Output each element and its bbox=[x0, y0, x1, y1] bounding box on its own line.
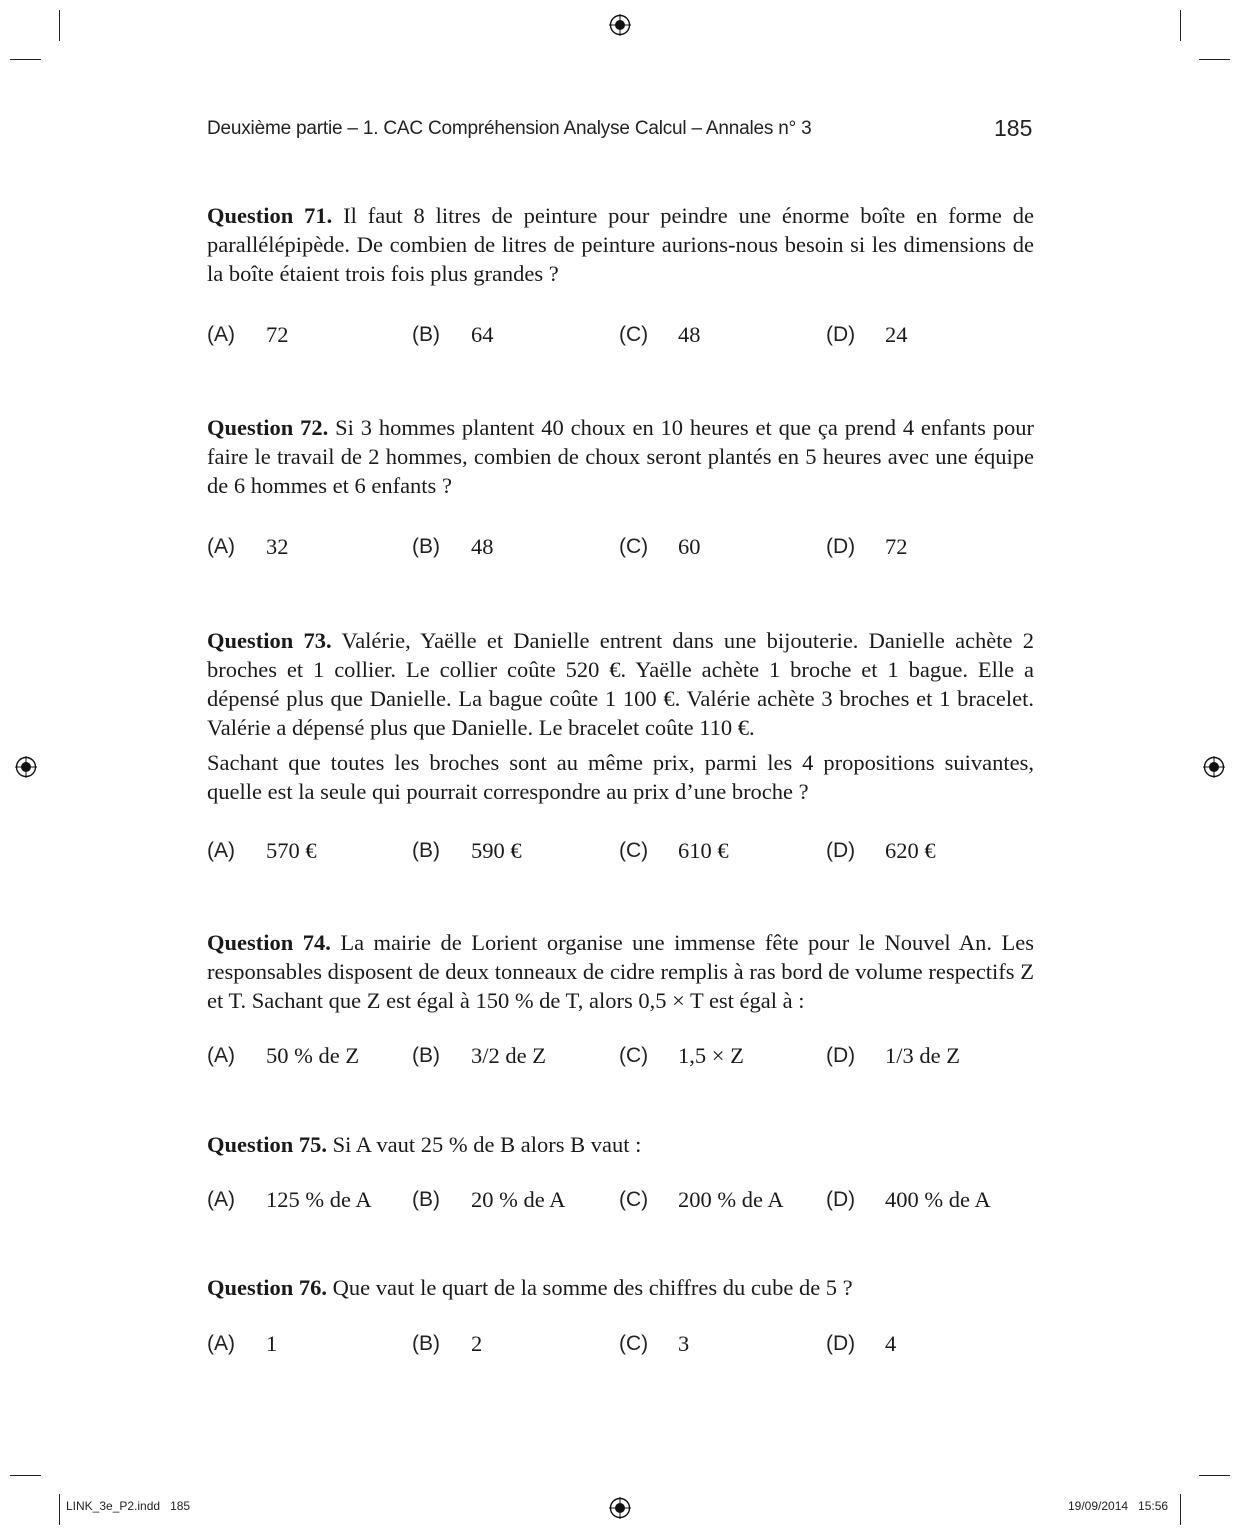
option-value: 400 % de A bbox=[885, 1187, 991, 1212]
option-letter: (C) bbox=[619, 1188, 649, 1211]
crop-mark-bottom-right-horizontal bbox=[1199, 1475, 1230, 1476]
option-value: 590 € bbox=[471, 838, 522, 863]
question-73-options bbox=[207, 838, 1034, 868]
option-letter: (C) bbox=[619, 839, 649, 862]
crop-mark-top-right-vertical bbox=[1180, 10, 1181, 41]
registration-mark-top-icon bbox=[609, 14, 631, 36]
page-number: 185 bbox=[994, 115, 1033, 141]
crop-mark-bottom-left-horizontal bbox=[10, 1475, 41, 1476]
question-74 bbox=[207, 928, 1034, 1015]
option-value: 48 bbox=[678, 322, 701, 347]
option-letter: (B) bbox=[412, 839, 440, 862]
question-label: Question 71. bbox=[207, 203, 333, 228]
option-letter: (C) bbox=[619, 1044, 649, 1067]
option-value: 1,5 × Z bbox=[678, 1043, 744, 1068]
question-label: Question 75. bbox=[207, 1132, 328, 1157]
option-value: 125 % de A bbox=[266, 1187, 372, 1212]
question-label: Question 74. bbox=[207, 930, 331, 955]
question-label: Question 73. bbox=[207, 628, 332, 653]
option-letter: (B) bbox=[412, 1044, 440, 1067]
option-letter: (B) bbox=[412, 323, 440, 346]
option-value: 60 bbox=[678, 534, 701, 559]
question-72-options bbox=[207, 534, 1034, 564]
option-letter: (B) bbox=[412, 1332, 440, 1355]
option-value: 4 bbox=[885, 1331, 897, 1356]
registration-mark-left-icon bbox=[15, 756, 37, 778]
footer-date-slug: 19/09/2014 15:56 bbox=[1068, 1499, 1169, 1513]
question-76 bbox=[207, 1273, 1034, 1302]
option-value: 3/2 de Z bbox=[471, 1043, 546, 1068]
option-value: 32 bbox=[266, 534, 289, 559]
question-73 bbox=[207, 626, 1034, 806]
option-value: 570 € bbox=[266, 838, 317, 863]
option-letter: (C) bbox=[619, 1332, 649, 1355]
crop-mark-top-right-horizontal bbox=[1199, 59, 1230, 60]
option-letter: (B) bbox=[412, 535, 440, 558]
question-75-options bbox=[207, 1187, 1034, 1217]
registration-mark-right-icon bbox=[1203, 756, 1225, 778]
option-letter: (D) bbox=[826, 1332, 856, 1355]
question-71 bbox=[207, 201, 1034, 288]
option-value: 1 bbox=[266, 1331, 278, 1356]
option-letter: (D) bbox=[826, 839, 856, 862]
crop-mark-top-left-horizontal bbox=[10, 59, 41, 60]
option-value: 72 bbox=[885, 534, 908, 559]
question-text: Il faut 8 litres de peinture pour peindre une énorme boîte en forme de parallélépipède. De combien de litres de peinture aurions-nous besoin si les dimensions de la boîte étaient trois fois plus grandes ? bbox=[207, 203, 1034, 286]
question-text: Que vaut le quart de la somme des chiffres du cube de 5 ? bbox=[327, 1275, 853, 1300]
option-value: 200 % de A bbox=[678, 1187, 784, 1212]
option-letter: (D) bbox=[826, 1044, 856, 1067]
option-letter: (A) bbox=[207, 535, 235, 558]
question-72 bbox=[207, 413, 1034, 500]
question-76-options bbox=[207, 1331, 1034, 1361]
option-letter: (D) bbox=[826, 323, 856, 346]
running-head: Deuxième partie – 1. CAC Compréhension Analyse Calcul – Annales n° 3 bbox=[207, 118, 812, 139]
question-text: Si A vaut 25 % de B alors B vaut : bbox=[327, 1132, 642, 1157]
option-letter: (D) bbox=[826, 1188, 856, 1211]
option-value: 64 bbox=[471, 322, 494, 347]
crop-mark-bottom-right-vertical bbox=[1180, 1494, 1181, 1525]
option-value: 20 % de A bbox=[471, 1187, 566, 1212]
option-letter: (C) bbox=[619, 323, 649, 346]
option-value: 2 bbox=[471, 1331, 483, 1356]
option-value: 24 bbox=[885, 322, 908, 347]
option-letter: (A) bbox=[207, 1188, 235, 1211]
option-value: 72 bbox=[266, 322, 289, 347]
question-74-options bbox=[207, 1043, 1034, 1073]
option-letter: (C) bbox=[619, 535, 649, 558]
option-letter: (D) bbox=[826, 535, 856, 558]
question-text-continued: Sachant que toutes les broches sont au même prix, parmi les 4 propositions suivantes, quelle est la seule qui pourrait correspondre au prix d’une broche ? bbox=[207, 750, 1034, 804]
option-value: 48 bbox=[471, 534, 494, 559]
question-text: Si 3 hommes plantent 40 choux en 10 heures et que ça prend 4 enfants pour faire le travail de 2 hommes, combien de choux seront plantés en 5 heures avec une équipe de 6 hommes et 6 enfants ? bbox=[207, 415, 1035, 498]
option-value: 1/3 de Z bbox=[885, 1043, 960, 1068]
option-letter: (A) bbox=[207, 323, 235, 346]
question-label: Question 76. bbox=[207, 1275, 328, 1300]
option-value: 610 € bbox=[678, 838, 729, 863]
footer-file-slug: LINK_3e_P2.indd 185 bbox=[66, 1499, 191, 1513]
registration-mark-bottom-icon bbox=[609, 1497, 631, 1519]
crop-mark-bottom-left-vertical bbox=[59, 1494, 60, 1525]
option-letter: (A) bbox=[207, 1332, 235, 1355]
question-75 bbox=[207, 1130, 1034, 1159]
option-letter: (A) bbox=[207, 839, 235, 862]
option-value: 50 % de Z bbox=[266, 1043, 360, 1068]
option-value: 3 bbox=[678, 1331, 690, 1356]
crop-mark-top-left-vertical bbox=[59, 10, 60, 41]
question-71-options bbox=[207, 322, 1034, 352]
question-label: Question 72. bbox=[207, 415, 329, 440]
option-letter: (B) bbox=[412, 1188, 440, 1211]
option-value: 620 € bbox=[885, 838, 936, 863]
option-letter: (A) bbox=[207, 1044, 235, 1067]
question-text: Valérie, Yaëlle et Danielle entrent dans une bijouterie. Danielle achète 2 broches et 1 collier. Le collier coûte 520 €. Yaëlle achète 1 broche et 1 bague. Elle a dépensé plus que Danielle. La bague coûte 1 100 €. Valérie achète 3 broches et 1 bracelet. Valérie a dépensé plus que Danielle. Le bracelet coûte 110 €. bbox=[207, 628, 1035, 740]
question-text: La mairie de Lorient organise une immense fête pour le Nouvel An. Les responsables disposent de deux tonneaux de cidre remplis à ras bord de volume respectifs Z et T. Sachant que Z est égal à 150 % de T, alors 0,5 × T est égal à : bbox=[207, 930, 1034, 1013]
